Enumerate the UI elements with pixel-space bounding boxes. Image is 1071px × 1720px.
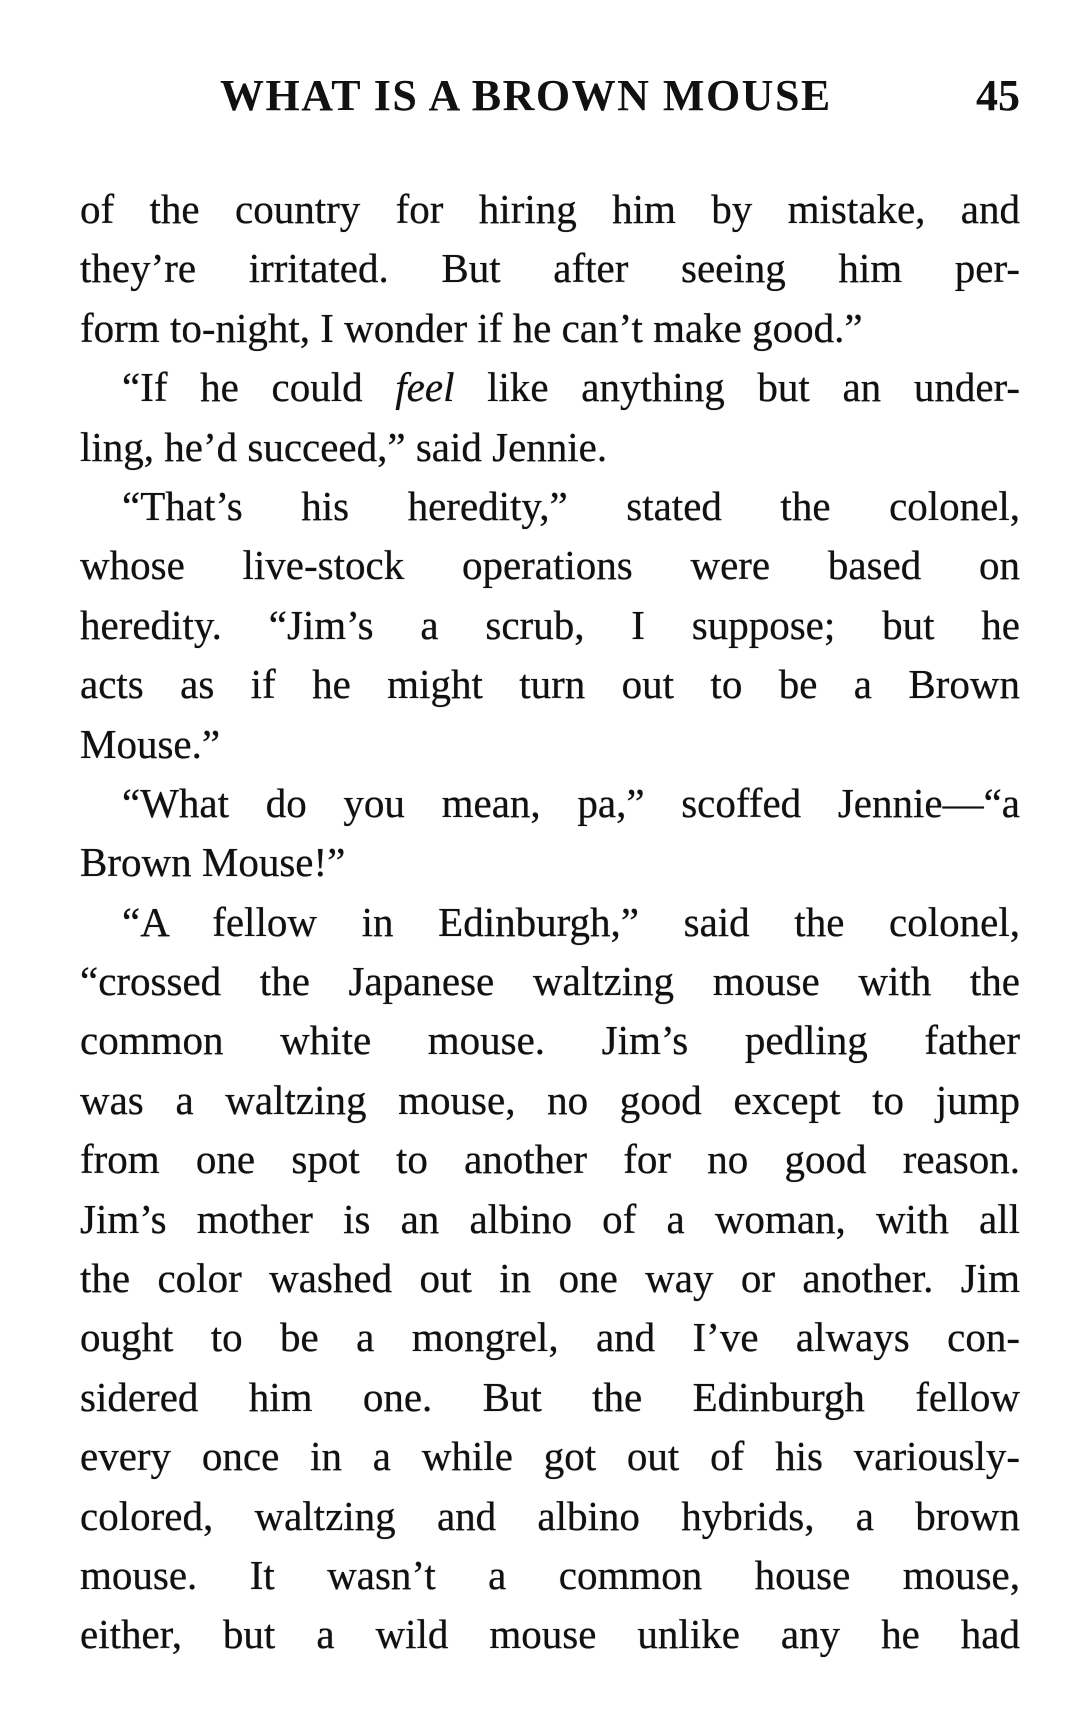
body-text (80, 180, 1020, 1665)
text-line: heredity. “Jim’s a scrub, I suppose; but he (80, 601, 1020, 648)
text-line: Mouse.” (80, 720, 221, 767)
text-line: from one spot to another for no good reason. (80, 1136, 1020, 1183)
text-line: ling, he’d succeed,” said Jennie. (80, 423, 608, 470)
text-line: whose live-stock operations were based on (80, 542, 1020, 589)
text-line: colored, waltzing and albino hybrids, a brown (80, 1492, 1020, 1539)
text-line: either, but a wild mouse unlike any he had (80, 1611, 1020, 1658)
running-head (80, 70, 1020, 130)
text-line: Brown Mouse!” (80, 839, 346, 886)
italic-word: feel (395, 364, 455, 411)
text-line: “That’s his heredity,” stated the colonel, (122, 482, 1020, 529)
text-line (80, 358, 1020, 417)
text-line: “A fellow in Edinburgh,” said the colonel, (122, 898, 1020, 945)
text-line: was a waltzing mouse, no good except to jump (80, 1076, 1020, 1123)
text-line: the color washed out in one way or another. Jim (80, 1255, 1020, 1302)
text-line: acts as if he might turn out to be a Brown (80, 661, 1020, 708)
text-line: of the country for hiring him by mistake, and (80, 186, 1020, 232)
running-title: WHAT IS A BROWN MOUSE (220, 71, 832, 120)
text-line: every once in a while got out of his variously- (80, 1433, 1020, 1480)
text-line: form to-night, I wonder if he can’t make good.” (80, 304, 863, 351)
text-line: sidered him one. But the Edinburgh fellow (80, 1373, 1020, 1420)
text-segment: “If he could (122, 364, 396, 411)
page-number: 45 (976, 71, 1020, 120)
text-segment: like anything but an under- (454, 364, 1021, 411)
text-line: “What do you mean, pa,” scoffed Jennie—“a (122, 779, 1020, 826)
text-line: common white mouse. Jim’s pedling father (80, 1017, 1020, 1064)
text-line: they’re irritated. But after seeing him per- (80, 245, 1020, 292)
text-line: Jim’s mother is an albino of a woman, with all (80, 1195, 1020, 1242)
text-line: ought to be a mongrel, and I’ve always con- (80, 1314, 1020, 1361)
text-line: “crossed the Japanese waltzing mouse with the (80, 958, 1020, 1005)
text-line: mouse. It wasn’t a common house mouse, (80, 1551, 1020, 1598)
